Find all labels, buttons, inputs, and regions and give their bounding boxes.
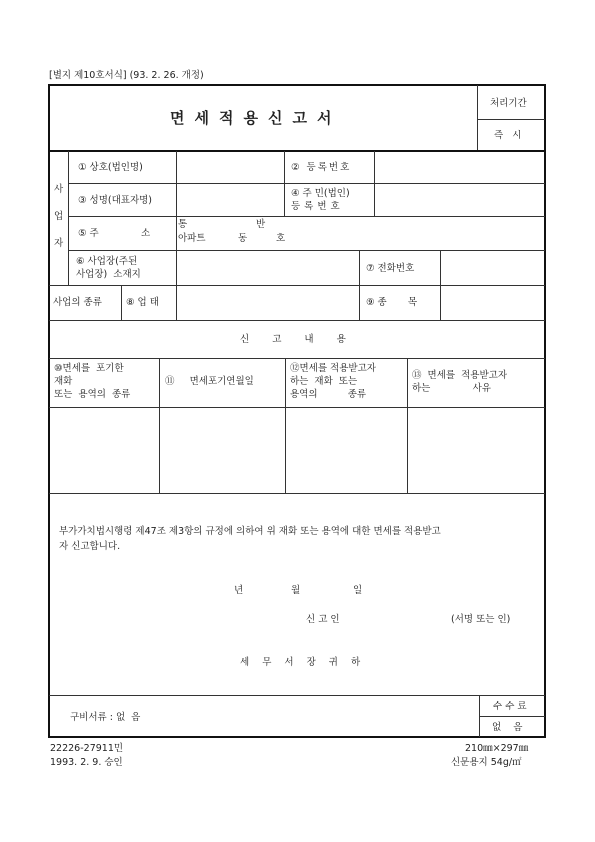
representative-name-label: ③ 성명(대표자명) bbox=[78, 195, 153, 206]
frame-bottom bbox=[48, 736, 546, 738]
applicant-side-label-3: 자 bbox=[54, 238, 64, 249]
col11-entry-field[interactable] bbox=[161, 409, 284, 492]
approval-date: 1993. 2. 9. 승인 bbox=[50, 757, 123, 768]
col10-header-2: 재화 bbox=[54, 376, 73, 387]
form-title: 면세적용신고서 bbox=[170, 109, 342, 127]
fee-value: 없 음 bbox=[492, 722, 523, 733]
resident-number-label-1: ④ 주 민(법인) bbox=[291, 188, 350, 199]
required-documents-label: 구비서류 : 없 음 bbox=[70, 712, 141, 723]
col12-header-1: ⑫면세를 적용받고자 bbox=[290, 363, 376, 374]
date-year-label: 년 bbox=[234, 585, 244, 596]
phone-field[interactable] bbox=[442, 252, 543, 284]
form-number: [별지 제10호서식] (93. 2. 26. 개정) bbox=[49, 70, 204, 81]
declaration-text-2: 자 신고합니다. bbox=[59, 541, 121, 552]
address-field[interactable] bbox=[300, 218, 543, 249]
registration-number-label: ② 등록번호 bbox=[291, 162, 352, 173]
business-type-label: 사업의 종류 bbox=[53, 297, 102, 308]
business-item-label: ⑨ 종 목 bbox=[366, 297, 418, 308]
address-ho: 호 bbox=[276, 233, 286, 244]
col12-header-2: 하는 재화 또는 bbox=[290, 376, 358, 387]
address-label: ⑤ 주 소 bbox=[78, 228, 151, 239]
business-category-field[interactable] bbox=[178, 287, 357, 319]
workplace-label-1: ⑥ 사업장(주된 bbox=[76, 256, 138, 267]
declaration-text-1: 부가가치법시행령 제47조 제3항의 규정에 의하여 위 재화 또는 용역에 대한 면세를 적용받고 bbox=[59, 526, 441, 537]
registration-number-field[interactable] bbox=[376, 153, 543, 182]
applicant-side-label-1: 사 bbox=[54, 184, 64, 195]
col11-header: ⑪ 면세포기연월일 bbox=[165, 376, 254, 387]
workplace-label-2: 사업장) 소재지 bbox=[76, 269, 141, 280]
paper-size: 210㎜×297㎜ bbox=[465, 743, 529, 754]
address-tong: 통 bbox=[178, 219, 188, 230]
paper-type: 신문용지 54g/㎡ bbox=[451, 757, 522, 768]
col12-header-3: 용역의 종류 bbox=[290, 389, 367, 400]
col10-entry-field[interactable] bbox=[50, 409, 158, 492]
phone-label: ⑦ 전화번호 bbox=[366, 263, 415, 274]
address-ban: 반 bbox=[256, 219, 266, 230]
frame-top bbox=[48, 84, 546, 86]
business-category-label: ⑧ 업 태 bbox=[126, 297, 159, 308]
col13-header-2: 하는 사유 bbox=[412, 383, 491, 394]
addressee: 세 무 서 장 귀 하 bbox=[240, 657, 366, 668]
reporter-signature-field[interactable] bbox=[352, 608, 442, 628]
processing-period-label: 처리기간 bbox=[490, 98, 527, 109]
date-month-label: 월 bbox=[291, 585, 301, 596]
processing-period-value: 즉 시 bbox=[494, 130, 525, 141]
fee-label: 수 수 료 bbox=[493, 701, 527, 712]
business-name-label: ① 상호(법인명) bbox=[78, 162, 143, 173]
report-section-title: 신 고 내 용 bbox=[240, 334, 356, 345]
workplace-address-field[interactable] bbox=[178, 252, 357, 284]
address-dong: 동 bbox=[238, 233, 248, 244]
reporter-label: 신 고 인 bbox=[306, 614, 340, 625]
address-apartment: 아파트 bbox=[178, 233, 206, 244]
col10-header-3: 또는 용역의 종류 bbox=[54, 389, 131, 400]
col13-entry-field[interactable] bbox=[409, 409, 543, 492]
form-code: 22226-27911민 bbox=[50, 743, 124, 754]
signature-label: (서명 또는 인) bbox=[451, 614, 511, 625]
resident-number-field[interactable] bbox=[376, 185, 543, 215]
applicant-side-label-2: 업 bbox=[54, 211, 64, 222]
col13-header-1: ⑬ 면세를 적용받고자 bbox=[412, 370, 507, 381]
col10-header-1: ⑩면세를 포기한 bbox=[54, 363, 124, 374]
business-item-field[interactable] bbox=[442, 287, 543, 319]
representative-name-field[interactable] bbox=[178, 185, 282, 215]
col12-entry-field[interactable] bbox=[287, 409, 406, 492]
resident-number-label-2: 등록번호 bbox=[291, 201, 344, 212]
date-day-label: 일 bbox=[353, 585, 363, 596]
business-name-field[interactable] bbox=[178, 153, 282, 182]
